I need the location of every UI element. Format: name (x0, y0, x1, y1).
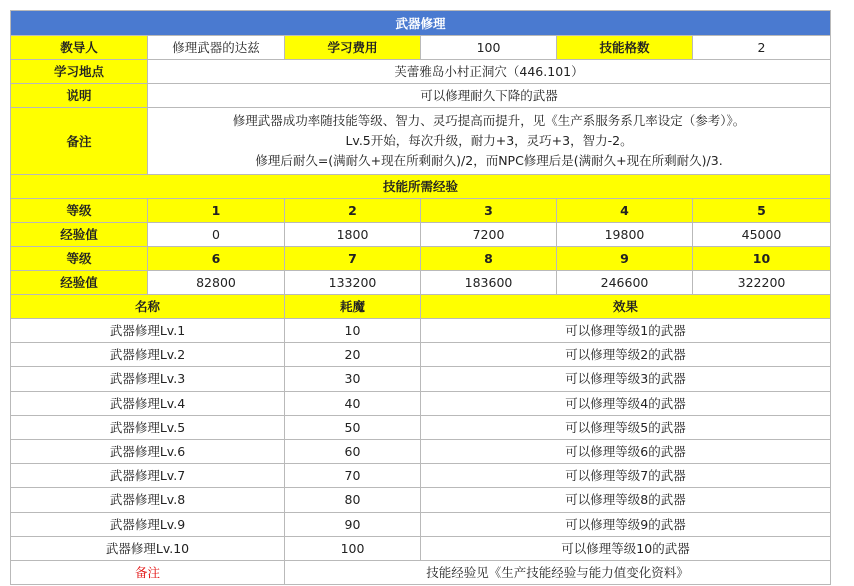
skill-effect-header: 效果 (421, 295, 831, 319)
skill-info-panel (10, 10, 831, 585)
skill-effect-cell: 可以修理等级4的武器 (421, 391, 831, 415)
skill-mp-cell: 80 (285, 488, 421, 512)
skill-level-table (10, 318, 831, 585)
exp-label: 经验值 (11, 271, 148, 295)
exp-cell: 322200 (693, 271, 831, 295)
skill-name-cell: 武器修理Lv.5 (11, 415, 285, 439)
skill-name-cell: 武器修理Lv.1 (11, 319, 285, 343)
skill-mp-cell: 40 (285, 391, 421, 415)
skill-name-header: 名称 (11, 295, 285, 319)
teacher-value: 修理武器的达兹 (148, 36, 285, 60)
description-value: 可以修理耐久下降的武器 (148, 84, 831, 108)
exp-cell: 45000 (693, 223, 831, 247)
table-row (11, 536, 831, 560)
skill-name-cell: 武器修理Lv.8 (11, 488, 285, 512)
skill-name-cell: 武器修理Lv.3 (11, 367, 285, 391)
exp-cell: 1800 (285, 223, 421, 247)
location-label: 学习地点 (11, 60, 148, 84)
exp-cell: 19800 (557, 223, 693, 247)
skill-mp-cell: 50 (285, 415, 421, 439)
cost-value: 100 (421, 36, 557, 60)
skill-name-cell: 武器修理Lv.7 (11, 464, 285, 488)
table-row (11, 319, 831, 343)
footer-note-text: 技能经验见《生产技能经验与能力值变化资料》 (285, 560, 831, 584)
notes-label: 备注 (11, 108, 148, 175)
skill-mp-cell: 60 (285, 439, 421, 463)
skill-mp-cell: 10 (285, 319, 421, 343)
exp-cell: 0 (148, 223, 285, 247)
exp-cell: 183600 (421, 271, 557, 295)
exp-cell: 7200 (421, 223, 557, 247)
exp-section-title: 技能所需经验 (11, 175, 831, 199)
table-row (11, 367, 831, 391)
table-row (11, 439, 831, 463)
level-cell: 4 (557, 199, 693, 223)
skill-mp-header: 耗魔 (285, 295, 421, 319)
skill-mp-cell: 90 (285, 512, 421, 536)
skill-effect-cell: 可以修理等级2的武器 (421, 343, 831, 367)
table-row (11, 391, 831, 415)
skill-effect-cell: 可以修理等级5的武器 (421, 415, 831, 439)
skill-name-cell: 武器修理Lv.10 (11, 536, 285, 560)
skill-name-cell: 武器修理Lv.2 (11, 343, 285, 367)
table-row (11, 415, 831, 439)
skill-name-cell: 武器修理Lv.6 (11, 439, 285, 463)
level-cell: 6 (148, 247, 285, 271)
skill-mp-cell: 100 (285, 536, 421, 560)
notes-line: 修理后耐久=(满耐久+现在所剩耐久)/2，而NPC修理后是(满耐久+现在所剩耐久)/3. (255, 153, 723, 168)
notes-value (148, 108, 831, 175)
level-cell: 7 (285, 247, 421, 271)
cost-label: 学习费用 (285, 36, 421, 60)
level-label: 等级 (11, 199, 148, 223)
slots-label: 技能格数 (557, 36, 693, 60)
skill-effect-cell: 可以修理等级7的武器 (421, 464, 831, 488)
footer-note-label: 备注 (11, 560, 285, 584)
exp-cell: 82800 (148, 271, 285, 295)
skill-mp-cell: 30 (285, 367, 421, 391)
skill-effect-cell: 可以修理等级10的武器 (421, 536, 831, 560)
skill-table (10, 10, 831, 319)
level-cell: 1 (148, 199, 285, 223)
level-cell: 2 (285, 199, 421, 223)
skill-mp-cell: 70 (285, 464, 421, 488)
skill-effect-cell: 可以修理等级1的武器 (421, 319, 831, 343)
table-row (11, 343, 831, 367)
description-label: 说明 (11, 84, 148, 108)
skill-name-cell: 武器修理Lv.4 (11, 391, 285, 415)
skill-effect-cell: 可以修理等级8的武器 (421, 488, 831, 512)
level-label: 等级 (11, 247, 148, 271)
table-row (11, 488, 831, 512)
notes-line: 修理武器成功率随技能等级、智力、灵巧提高而提升，见《生产系服务系几率设定（参考）》。 (232, 113, 746, 128)
skill-effect-cell: 可以修理等级6的武器 (421, 439, 831, 463)
table-title: 武器修理 (11, 11, 831, 36)
slots-value: 2 (693, 36, 831, 60)
skill-name-cell: 武器修理Lv.9 (11, 512, 285, 536)
level-cell: 3 (421, 199, 557, 223)
notes-line: Lv.5开始，每次升级，耐力+3，灵巧+3，智力-2。 (345, 133, 633, 148)
teacher-label: 教导人 (11, 36, 148, 60)
level-cell: 5 (693, 199, 831, 223)
table-row (11, 464, 831, 488)
exp-cell: 133200 (285, 271, 421, 295)
exp-cell: 246600 (557, 271, 693, 295)
table-row (11, 512, 831, 536)
exp-label: 经验值 (11, 223, 148, 247)
level-cell: 10 (693, 247, 831, 271)
level-cell: 9 (557, 247, 693, 271)
location-value: 芙蕾雅岛小村正洞穴（446.101） (148, 60, 831, 84)
skill-effect-cell: 可以修理等级9的武器 (421, 512, 831, 536)
level-cell: 8 (421, 247, 557, 271)
skill-effect-cell: 可以修理等级3的武器 (421, 367, 831, 391)
skill-mp-cell: 20 (285, 343, 421, 367)
